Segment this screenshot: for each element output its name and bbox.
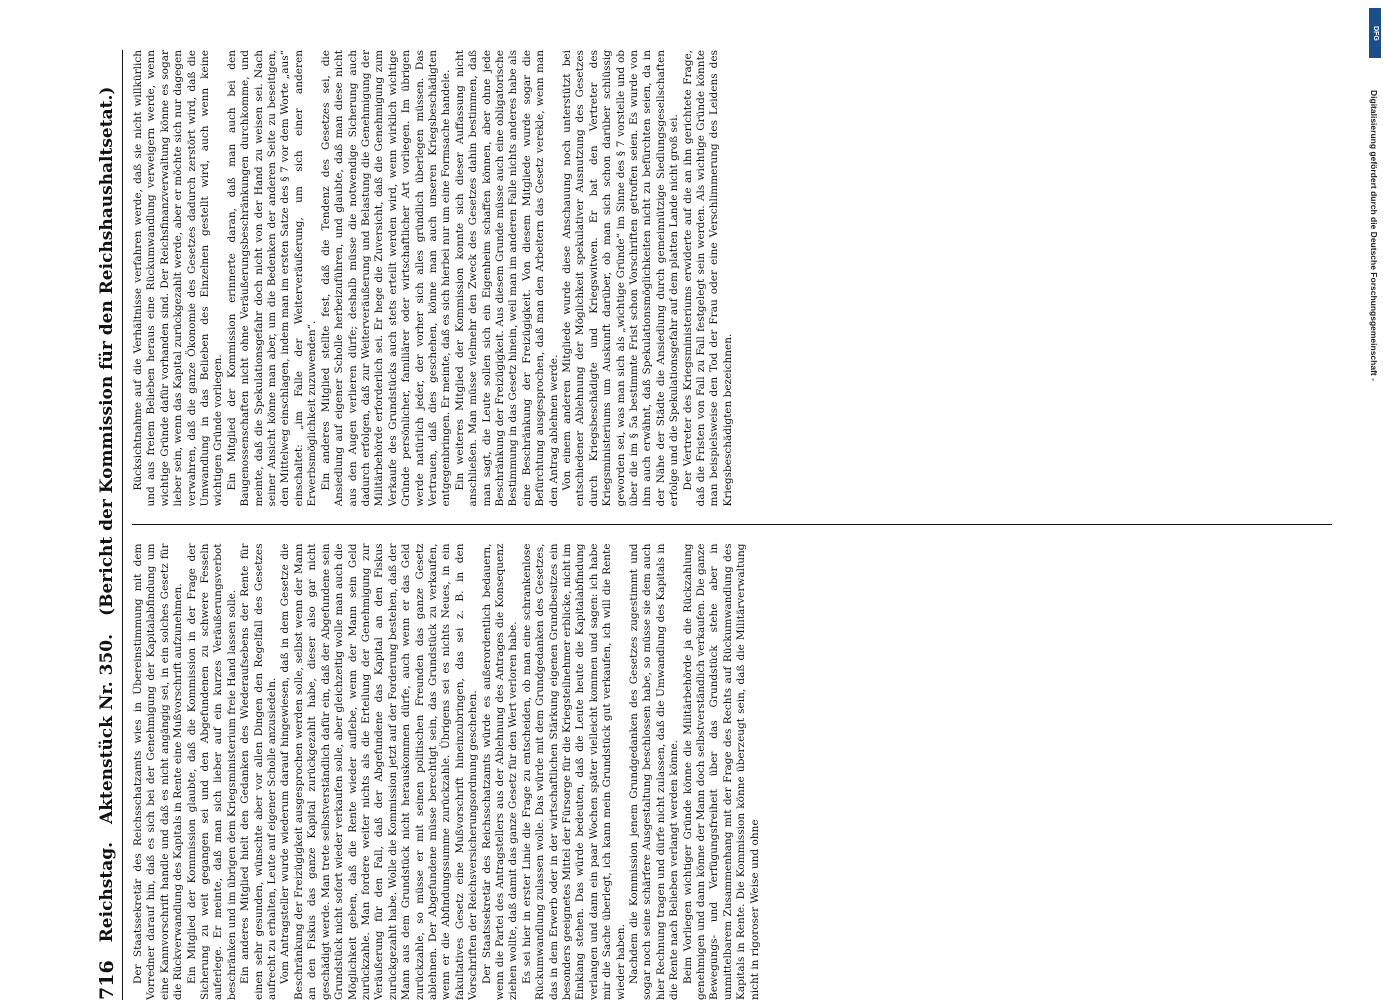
paragraph: Ein Mitglied der Kommission erinnerte daran, daß man auch bei den Baugenossenschaften nicht ohne Veräußerungsbeschränkungen durchkomme, und meinte, daß die Spekulationsgefahr doch nicht von der Hand zu weisen sei. Nach seiner Ansicht könne man aber, um die Bedenken der anderen Seite zu beseitigen, den Mittelweg einschlagen, indem man im ersten Satze des § 7 vor dem Worte „aus“ einschaltet: „im Falle der Weiterveräußerung, um sich einer anderen Erwerbsmöglichkeit zuzuwenden“.: [225, 50, 319, 507]
header-left-title: Reichstag.: [97, 841, 117, 943]
digitization-note: Digitalisierung gefördert durch die Deutsche Forschungsgemeinschaft -: [1369, 90, 1379, 381]
paragraph: Rücksichtnahme auf die Verhältnisse verfahren werde, daß sie nicht willkürlich und aus freiem Belieben heraus eine Rückumwandlung verweigern werde, wenn wichtige Gründe dafür vorhanden sind. Der Reichsfinanzverwaltung könne es sogar lieber sein, wenn das Kapital zurückgezahlt werde, aber er möchte sich nur dagegen verwahren, daß die ganze Ökonomie des Gesetzes dadurch zerstört wird, daß die Umwandlung in das Belieben des Einzelnen gestellt wird, auch wenn keine wichtigen Gründe vorliegen.: [132, 50, 225, 507]
document-page: [92, 50, 1332, 1000]
paragraph: Beim Vorliegen wichtiger Gründe könne die Militärbehörde ja die Rückzahlung genehmigen und dann könne der Mann doch selbstverständlich verkaufen. Die ganze Bewegungs- und Verfügungsfreiheit über das Grundstück stehe aber in unmittelbarem Zusammenhang mit der Frage des Rechts auf Rückumwandlung des Kapitals in Rente. Die Kommission könne überzeugt sein, daß die Militärverwaltung nicht in rigoroser Weise und ohne: [681, 543, 761, 1000]
paragraph: Nachdem die Kommission jenem Grundgedanken des Gesetzes zugestimmt und sogar noch seine schärfere Ausgestaltung beschlossen habe, so müsse sie dem auch hier Rechnung tragen und dürfe nicht zulassen, daß die Umwandlung des Kapitals in die Rente nach Belieben verlangt werden könne.: [628, 543, 681, 1000]
page-header: [92, 50, 123, 1000]
text-columns: [132, 50, 1332, 1000]
paragraph: Ein Mitglied der Kommission glaubte, daß die Kommission in der Frage der Sicherung zu weit gegangen sei und den Abgefundenen zu schwere Fesseln auferlege. Er meinte, daß man sich lieber auf ein kurzes Veräußerungsverbot beschränken und im übrigen dem Kriegsministerium freie Hand lassen solle.: [185, 543, 238, 1000]
dfg-logo: DFG: [1369, 8, 1381, 58]
page-number: 716: [96, 960, 118, 1000]
paragraph: Ein anderes Mitglied stellte fest, daß die Tendenz des Gesetzes sei, die Ansiedlung auf eigener Scholle herbeizuführen, und glaubte, daß man diese nicht aus den Augen verlieren dürfe; deshalb müsse die notwendige Sicherung auch dadurch erfolgen, daß zur Weiterveräußerung und Belastung die Genehmigung der Militärbehörde erforderlich sei. Er hege die Zuversicht, daß die Genehmigung zum Verkaufe des Grundstücks auch stets erteilt werden wird, wenn wirklich wichtige Gründe persönlicher, familiärer oder wirtschaftlicher Art vorliegen. Im übrigen werde natürlich jeder, der vorher sich alles gründlich überlegen müssen. Das Vertrauen, daß dies geschehen, könne man auch unseren Kriegsbeschädigten entgegenbringen. Er meinte, daß es sich hierbei nur um eine Formsache handele.: [319, 50, 453, 507]
column-right: [132, 50, 1332, 507]
paragraph: Der Vertreter des Kriegsministeriums erwiderte auf die an ihn gerichtete Frage, daß die Fristen von Fall zu Fall festgelegt sein werden. Als wichtige Gründe könnte man beispielsweise den Tod der Frau oder eine Verschlimmerung des Leidens des Kriegsbeschädigten bezeichnen.: [681, 50, 734, 507]
paragraph: Es sei hier in erster Linie die Frage zu entscheiden, ob man eine schrankenlose Rückumwandlung zulassen wolle. Das würde mit dem Grundgedanken des Gesetzes, das in dem Erwerb oder in der wirtschaftlichen Stärkung eigenen Grundbesitzes ein besonders geeignetes Mittel der Fürsorge für die Kriegsteilnehmer erblicke, nicht im Einklang stehen. Das würde bedeuten, daß die Leute heute die Kapitalabfindung verlangen und dann ein paar Wochen später vielleicht kommen und sagen: ich habe mir die Sache überlegt, ich kann mein Grundstück gut verkaufen, ich will die Rente wieder haben.: [520, 543, 627, 1000]
paragraph: Der Staatssekretär des Reichsschatzamts wies in Übereinstimmung mit dem Vorredner darauf hin, daß es sich bei der Genehmigung der Kapitalabfindung um eine Kannvorschrift handle und daß es nicht angängig sei, in ein solches Gesetz für die Rückverwandlung des Kapitals in Rente eine Mußvorschrift aufzunehmen.: [132, 543, 185, 1000]
paragraph: Von einem anderen Mitgliede wurde diese Anschauung noch unterstützt bei entschiedener Ablehnung der Möglichkeit spekulativer Ausnutzung des Gesetzes durch Kriegsbeschädigte und Kriegswitwen. Er bat den Vertreter des Kriegsministeriums um Auskunft darüber, ob man sich schon darüber schlüssig geworden sei, was man sich als „wichtige Gründe“ im Sinne des § 7 vorstelle und ob über die im § 5a bestimmte Frist schon Vorschriften getroffen seien. Es wurde von ihm auch erwähnt, daß Spekulationsmöglichkeiten nicht zu befürchten seien, da in der Nähe der Städte die Ansiedlung durch gemeinnützige Siedlungsgesellschaften erfolge und die Spekulationsgefahr auf dem platten Lande nicht groß sei.: [561, 50, 681, 507]
header-subtitle: (Bericht der Kommission für den Reichshaushaltsetat.): [97, 86, 117, 616]
column-divider: [132, 525, 1332, 526]
paragraph: Ein anderes Mitglied hielt den Gedanken des Wiederaufsebens der Rente für einen sehr gesunden, wünschte aber vor allen Dingen den Regelfall des Gesetzes aufrecht zu erhalten, Leute auf eigener Scholle anzusiedeln.: [239, 543, 279, 1000]
paragraph: Der Staatssekretär des Reichsschatzamts würde es außerordentlich bedauern, wenn die Partei des Antragstellers aus der Ablehnung des Antrages die Konsequenz ziehen wollte, daß damit das ganze Gesetz für den Wert verloren habe.: [480, 543, 520, 1000]
document-label: Aktenstück Nr. 350.: [97, 633, 117, 824]
paragraph: Ein weiteres Mitglied der Kommission konnte sich dieser Auffassung nicht anschließen. Man müsse vielmehr den Zweck des Gesetzes dahin bestimmen, daß man sagt, die Leute sollen sich ein Eigenheim schaffen können, aber ohne jede Beschränkung der Freizügigkeit. Aus diesem Grunde müsse auch eine obligatorische Bestimmung in das Gesetz hinein, weil man im anderen Falle nichts anderes habe als eine Beschränkung der Freizügigkeit. Von diesem Mitgliede wurde sogar die Befürchtung ausgesprochen, daß man den Arbeitern das Gesetz verekle, wenn man den Antrag ablehnen werde.: [453, 50, 560, 507]
paragraph: Vom Antragsteller wurde wiederum darauf hingewiesen, daß in dem Gesetze die Beschränkung der Freizügigkeit ausgesprochen werden solle, selbst wenn der Mann an den Fiskus das ganze Kapital zurückgezahlt habe, dieser also gar nicht geschädigt werde. Man trete selbstverständlich dafür ein, daß der Abgefundene sein Grundstück nicht sofort wieder verkaufen solle, aber gleichzeitig wolle man auch die Möglichkeit geben, daß die Rente wieder auflebe, wenn der Mann sein Geld zurückzahle. Man fordere weiter nichts als die Erteilung der Genehmigung zur Veräußerung für den Fall, daß der Abgefundene das Kapital an den Fiskus zurückgezahlt habe. Wolle die Kommission jetzt auf der Forderung bestehen, daß der Mann aus dem Grundstück nicht herauskommen dürfe, auch wenn er das Geld zurückzahle, so müsse er mit seinen politischen Freunden das ganze Gesetz ablehnen. Der Abgefundene müsse berechtigt sein, das Grundstück zu verkaufen, wenn er die Abfindungssumme zurückzahle. Übrigens sei es nichts Neues, in ein fakultatives Gesetz eine Mußvorschrift hineinzubringen, das sei z. B. in den Vorschriften der Reichsversicherungsordnung geschehen.: [279, 543, 480, 1000]
column-left: [132, 544, 1332, 1000]
